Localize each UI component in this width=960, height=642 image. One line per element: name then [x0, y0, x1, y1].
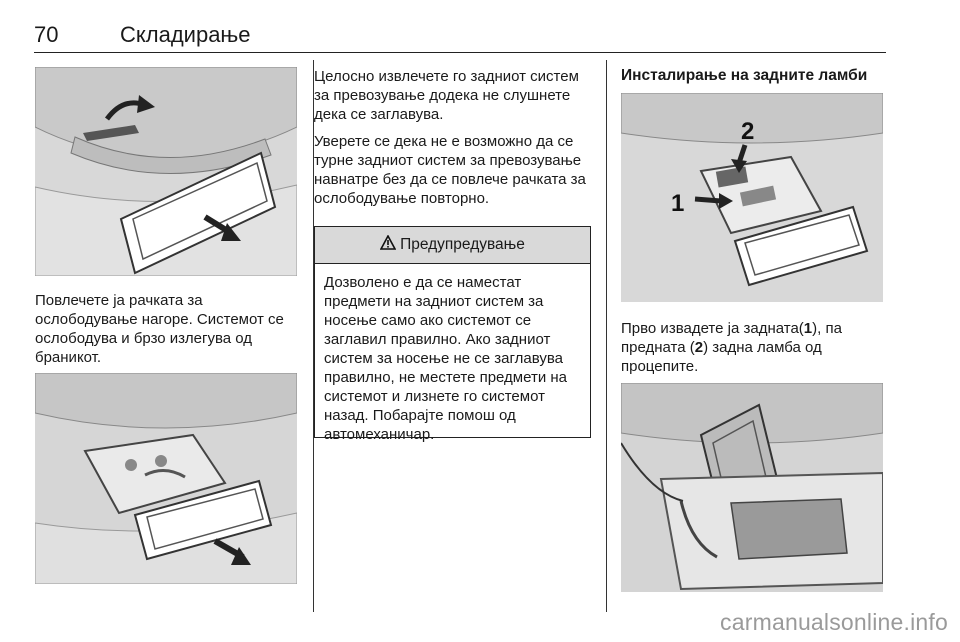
- warning-title: Предупредување: [400, 236, 525, 253]
- figure-lamp-detail: [621, 383, 883, 592]
- caption-lamp-removal: [621, 319, 883, 376]
- middle-text: [314, 67, 596, 216]
- page-number: 70: [34, 22, 59, 47]
- header-rule: [34, 52, 886, 53]
- figure-release-handle: [35, 67, 297, 276]
- figure-carrier-extending: [35, 373, 297, 584]
- column-divider-2: [606, 60, 607, 612]
- figure-lamp-removal: [621, 93, 883, 302]
- caption-middle: ), па предната (: [621, 320, 842, 356]
- warning-header: [315, 227, 590, 264]
- warning-triangle-icon: [380, 235, 396, 255]
- caption-prefix: Прво извадете ја задната(: [621, 320, 804, 337]
- page-header: [34, 22, 886, 52]
- warning-body: Дозволено е да се наместат предмети на задниот систем за носење само ако системот се заглавил правилно. Ако задниот систем за носење не се заглавува правилно, не местете предмети на системот и лизнете го системот назад. Побарајте помош од автомеханичар.: [324, 274, 568, 443]
- figure-label-2: 2: [741, 118, 755, 145]
- section-heading: Инсталирање на задните ламби: [621, 67, 868, 84]
- caption-suffix: ) задна ламба од процепите.: [621, 339, 822, 375]
- callout-2: 2: [694, 339, 704, 356]
- callout-1: 1: [803, 320, 813, 337]
- paragraph-extend-carrier: Целосно извлечете го задниот систем за превозување додека не слушнете дека се заглавува.: [314, 68, 579, 123]
- watermark: carmanualsonline.info: [720, 609, 948, 635]
- caption-release-handle: Повлечете ја рачката за ослободување нагоре. Системот се ослободува и брзо излегува од браникот.: [35, 292, 284, 366]
- chapter-title: Складирање: [120, 22, 251, 47]
- figure-label-1: 1: [671, 190, 685, 217]
- warning-box: [314, 226, 591, 443]
- paragraph-check-locked: Уверете се дека не е возможно да се турне задниот систем за превозување навнатре без да се повлече рачката за ослободување повторно.: [314, 133, 586, 207]
